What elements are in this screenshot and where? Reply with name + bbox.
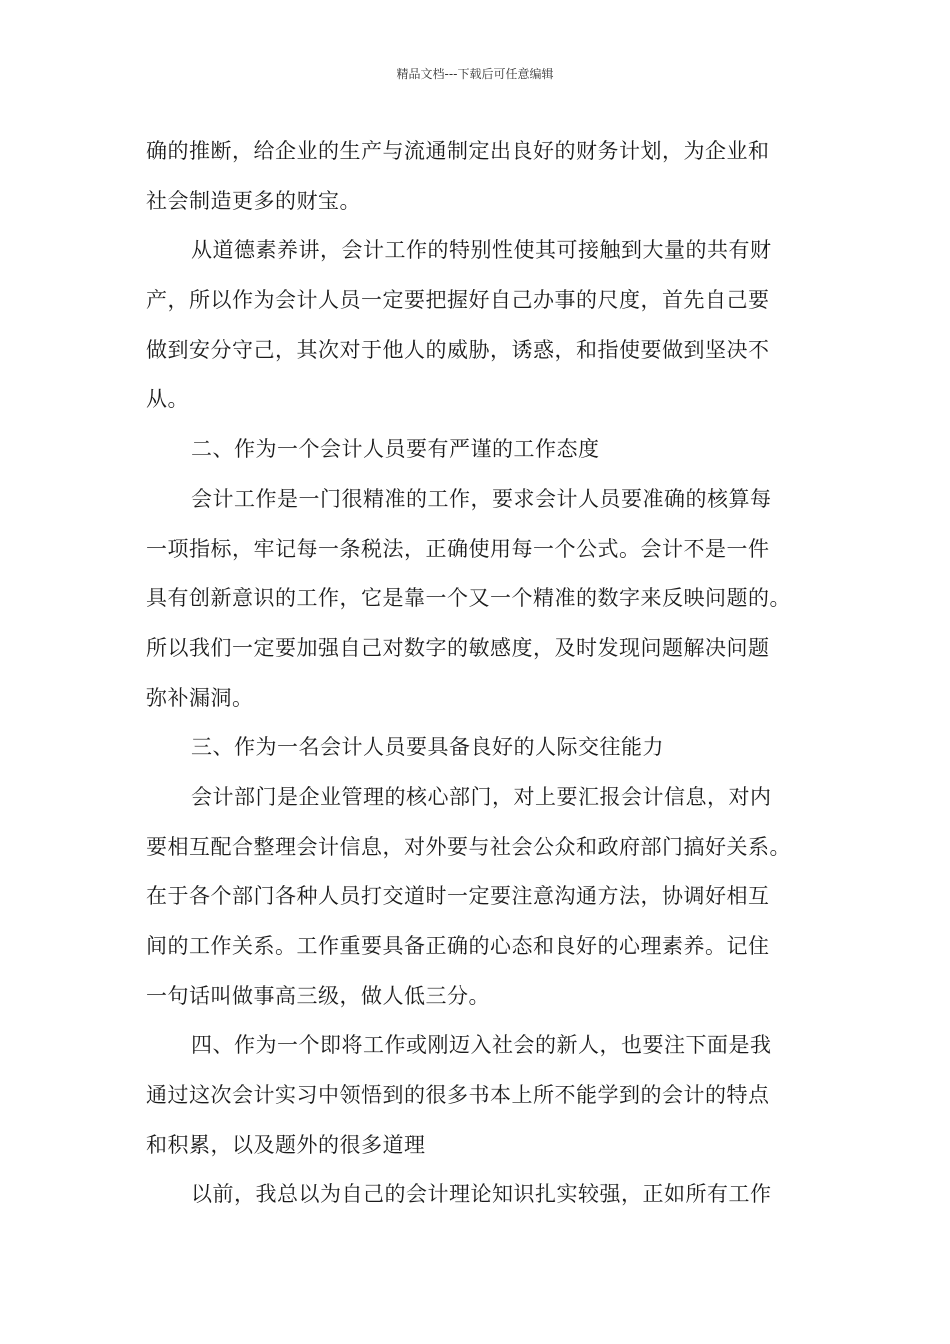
text-line: 会计部门是企业管理的核心部门，对上要汇报会计信息，对内 — [191, 784, 772, 809]
text-line: 通过这次会计实习中领悟到的很多书本上所不能学到的会计的特点 — [146, 1083, 770, 1108]
text-line: 做到安分守己，其次对于他人的威胁，诱惑，和指使要做到坚决不 — [146, 337, 770, 362]
text-line: 具有创新意识的工作，它是靠一个又一个精准的数字来反映问题的。 — [146, 586, 791, 611]
text-line: 产，所以作为会计人员一定要把握好自己办事的尺度，首先自己要 — [146, 288, 770, 313]
text-line: 一句话叫做事高三级，做人低三分。 — [146, 983, 490, 1008]
text-line: 确的推断，给企业的生产与流通制定出良好的财务计划，为企业和 — [146, 139, 770, 163]
text-line: 以前，我总以为自己的会计理论知识扎实较强，正如所有工作 — [191, 1182, 772, 1207]
section-heading: 四、作为一个即将工作或刚迈入社会的新人，也要注下面是我 — [191, 1033, 772, 1058]
text-line: 从道德素养讲，会计工作的特别性使其可接触到大量的共有财 — [191, 238, 772, 263]
document-body — [146, 127, 826, 1220]
text-line: 一项指标，牢记每一条税法，正确使用每一个公式。会计不是一件 — [146, 536, 770, 561]
text-line: 弥补漏洞。 — [146, 685, 254, 710]
text-line: 在于各个部门各种人员打交道时一定要注意沟通方法，协调好相互 — [146, 884, 770, 909]
text-line: 间的工作关系。工作重要具备正确的心态和良好的心理素养。记住 — [146, 934, 770, 958]
text-line: 会计工作是一门很精准的工作，要求会计人员要准确的核算每 — [191, 486, 772, 511]
text-line: 所以我们一定要加强自己对数字的敏感度，及时发现问题解决问题 — [146, 635, 770, 660]
text-line: 要相互配合整理会计信息，对外要与社会公众和政府部门搞好关系。 — [146, 834, 791, 859]
text-line: 社会制造更多的财宝。 — [146, 188, 361, 213]
text-line: 从。 — [146, 387, 189, 412]
page-header: 精品文档---下载后可任意编辑 — [396, 67, 554, 81]
section-heading: 二、作为一个会计人员要有严谨的工作态度 — [191, 437, 600, 462]
text-line: 和积累，以及题外的很多道理 — [146, 1132, 426, 1157]
section-heading: 三、作为一名会计人员要具备良好的人际交往能力 — [191, 735, 664, 760]
